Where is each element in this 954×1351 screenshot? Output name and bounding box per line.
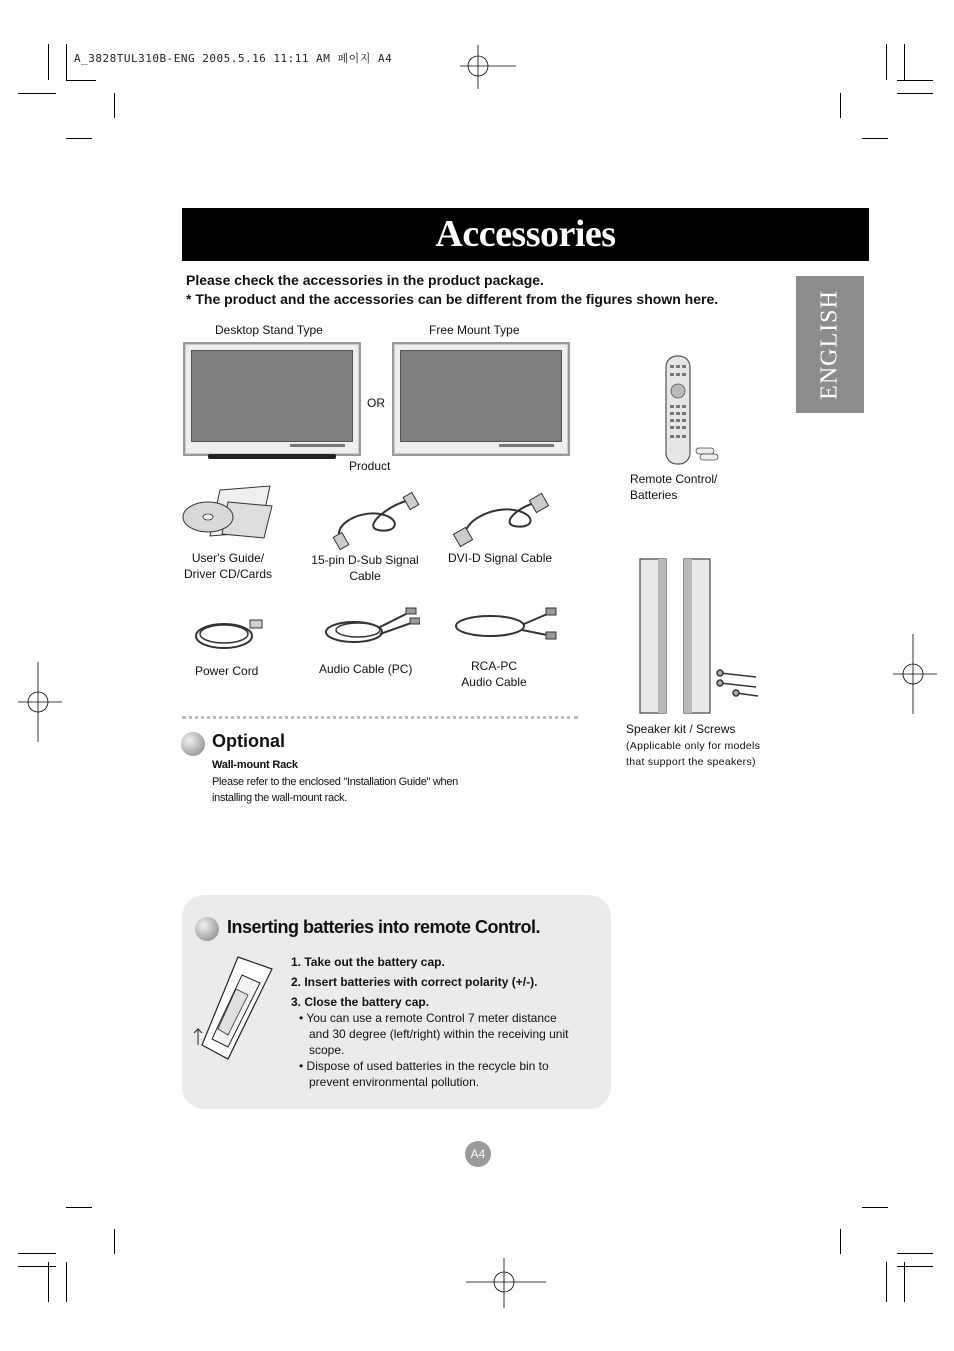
note-dispose: • Dispose of used batteries in the recycle bin to prevent environmental pollution. — [299, 1059, 549, 1089]
note-range: • You can use a remote Control 7 meter distance and 30 degree (left/right) within the receiving unit scope. — [299, 1011, 569, 1057]
page-title: Accessories — [182, 208, 869, 261]
free-mount-label: Free Mount Type — [429, 323, 520, 337]
product-caption: Product — [349, 459, 391, 473]
step-3: 3. Close the battery cap. — [291, 995, 430, 1009]
optional-title: Optional — [212, 731, 285, 751]
remote-battery-cover-icon — [192, 955, 282, 1065]
speaker-caption: Speaker kit / Screws — [626, 722, 736, 736]
registration-mark-icon — [460, 45, 516, 89]
step-2: 2. Insert batteries with correct polarity (+/-). — [291, 975, 538, 989]
speaker-kit-icon — [636, 556, 764, 716]
users-guide-caption: User's Guide/ Driver CD/Cards — [183, 551, 272, 581]
language-tab-label: ENGLISH — [816, 289, 843, 400]
remote-control-icon — [660, 355, 720, 467]
language-tab — [796, 276, 864, 413]
power-cord-caption: Power Cord — [195, 664, 259, 678]
desktop-monitor-image — [183, 342, 361, 456]
page-number: A4 — [465, 1141, 491, 1167]
step-1: 1. Take out the battery cap. — [291, 955, 445, 969]
section-bullet-icon — [181, 732, 205, 756]
dsub-cable-icon — [328, 492, 420, 550]
intro-line-1: Please check the accessories in the product package. — [186, 272, 544, 288]
intro-text — [186, 271, 718, 309]
wall-mount-title: Wall-mount Rack — [212, 759, 298, 771]
dvi-caption: DVI-D Signal Cable — [448, 551, 553, 565]
wall-mount-text: Please refer to the enclosed "Installation Guide" when installing the wall-mount rack. — [212, 776, 458, 804]
or-label: OR — [367, 396, 385, 410]
users-guide-cd-icon — [180, 480, 276, 542]
power-cord-icon — [190, 610, 266, 658]
intro-line-2: * The product and the accessories can be different from the figures shown here. — [186, 291, 719, 307]
dsub-caption: 15-pin D-Sub Signal Cable — [311, 553, 419, 583]
desktop-stand-base — [208, 454, 336, 459]
section-divider — [182, 716, 578, 719]
rca-cable-caption: RCA-PC Audio Cable — [461, 659, 527, 689]
batteries-title: Inserting batteries into remote Control. — [227, 917, 541, 937]
registration-mark-icon — [466, 1258, 546, 1308]
remote-caption: Remote Control/ Batteries — [630, 472, 718, 502]
speaker-note: (Applicable only for models that support the speakers) — [626, 740, 761, 768]
registration-mark-icon — [893, 634, 937, 714]
desktop-stand-label: Desktop Stand Type — [215, 323, 323, 337]
audio-cable-caption: Audio Cable (PC) — [319, 662, 413, 676]
rca-cable-icon — [452, 604, 558, 648]
registration-mark-icon — [18, 662, 62, 742]
dvi-cable-icon — [452, 492, 550, 548]
battery-steps — [291, 950, 591, 1090]
section-bullet-icon — [195, 917, 219, 941]
print-header: A_3828TUL310B-ENG 2005.5.16 11:11 AM 페이지 A4 — [74, 52, 393, 65]
free-mount-monitor-image — [392, 342, 570, 456]
audio-cable-icon — [322, 604, 420, 650]
